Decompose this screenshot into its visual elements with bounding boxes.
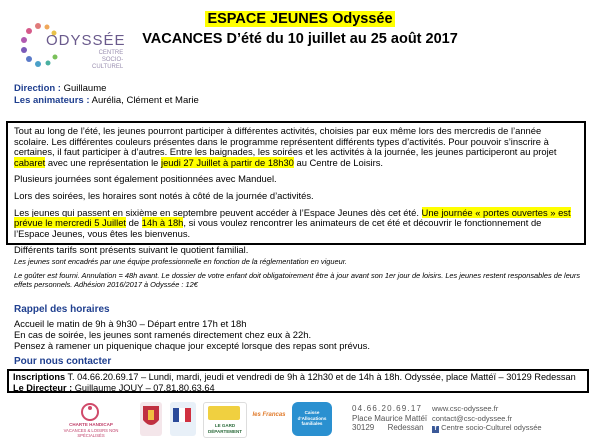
paragraph-programme: Tout au long de l’été, les jeunes pourront participer à différentes activités, choisies par eux même lors des mercredis de l’année scolaire. Les différentes couleurs présentes dans le programme représentent différents types d’activités. Pour pouvoir s’inscrire à certaines, il faut participer à d’autres. Entre les baignades, les soirées et les activités à la journée, les jeunes participeront au projet cabaret avec une représentation le jeudi 27 Juillet à partir de 18h30 au Centre de Loisirs. <box>14 125 557 168</box>
footer-web-block <box>432 404 542 433</box>
paragraph-manduel: Plusieurs journées sont également positionnées avec Manduel. <box>14 173 277 185</box>
contact-box <box>7 369 589 393</box>
footer-website-link[interactable]: www.csc-odyssee.fr <box>432 404 499 413</box>
inscriptions-value: T. 04.66.20.69.17 – Lundi, mardi, jeudi et vendredi de 9h à 12h30 et de 14h à 18h. Odyssée, place Mattéï – 30129 Redessan <box>65 372 576 382</box>
paragraph-portes-ouvertes: Les jeunes qui passent en sixième en septembre peuvent accéder à l’Espace Jeunes dès cet été. Une journée « portes ouvertes » est prévue le mercredi 5 Juillet de 14h à 18h, si vous voulez rencontrer les animateurs de cet été et découvrir le fonctionnement de l’Espace Jeunes, vous êtes les bienvenus. <box>14 206 571 239</box>
logo-tagline: CENTRE SOCIO- CULTUREL <box>92 50 124 70</box>
note-encadrement: Les jeunes sont encadrés par une équipe professionnelle en fonction de la réglementation en vigueur. <box>14 257 347 266</box>
footer-city: 30129 Redessan <box>352 423 424 432</box>
direction-label: Direction : <box>14 83 61 94</box>
animateurs-value: Aurélia, Clément et Marie <box>89 95 199 106</box>
logo-wordmark: ODYSSÉE <box>46 32 126 49</box>
title-text: ESPACE JEUNES Odyssée <box>207 11 393 27</box>
direction-block <box>14 83 199 107</box>
note-gouter: Le goûter est fourni. Annulation = 48h avant. Le dossier de votre enfant doit obligatoirement être à jour avant son 1er jour de loisirs. Les jeunes restent responsables de leurs effets personnels. Adhésion 2016/2017 à Odyssée : 12€ <box>14 271 581 289</box>
main-info-box <box>6 121 586 256</box>
crest-icon <box>140 402 162 432</box>
inscriptions-label: Inscriptions <box>13 372 66 382</box>
handicap-icon <box>80 402 100 422</box>
footer-email-link[interactable]: contact@csc-odyssee.fr <box>432 413 513 423</box>
redessan-crest-logo <box>140 402 162 436</box>
facebook-icon: f <box>432 426 439 433</box>
marianne-icon <box>170 402 196 432</box>
title-vacances: VACANCES D’été du 10 juillet au 25 août 2017 <box>142 31 458 47</box>
footer-address-line: Place Maurice Mattéï <box>352 413 428 423</box>
paragraph-soirees: Lors des soirées, les horaires sont notés à côté de la journée d’activités. <box>14 189 314 201</box>
footer <box>0 398 600 443</box>
ministere-logo <box>170 402 196 436</box>
directeur-value: Guillaume JOUY – 07.81.80.63.64 <box>72 382 215 393</box>
direction-value: Guillaume <box>60 83 107 94</box>
notes-block <box>14 257 589 294</box>
rappel-line-3: Pensez à ramener un piquenique chaque jour excepté lorsque des repas sont prévus. <box>14 340 370 351</box>
rappel-block <box>14 318 370 351</box>
animateurs-label: Les animateurs : <box>14 95 90 106</box>
footer-address <box>352 404 427 433</box>
charte-handicap-logo: CHARTE HANDICAP VACANCES & LOISIRS NON SPÉCIALISÉS <box>52 402 130 436</box>
directeur-label: Le Directeur : <box>13 382 73 393</box>
footer-facebook-link[interactable]: Centre socio-Culturel odyssée <box>441 423 542 432</box>
rappel-line-2: En cas de soirée, les jeunes sont ramenés directement chez eux à 22h. <box>14 329 312 340</box>
francas-logo: les Francas <box>252 412 286 418</box>
caf-logo: Caisse d’Allocations familiales <box>292 402 332 436</box>
paragraph-tarifs: Différents tarifs sont présents suivant le quotient familial. <box>14 244 249 256</box>
rappel-line-1: Accueil le matin de 9h à 9h30 – Départ entre 17h et 18h <box>14 318 247 329</box>
gard-departement-logo: LE GARD DÉPARTEMENT <box>203 402 247 438</box>
title-espace-jeunes <box>0 10 600 28</box>
rappel-heading: Rappel des horaires <box>14 304 110 315</box>
contact-heading: Pour nous contacter <box>14 356 112 367</box>
footer-phone: 04.66.20.69.17 <box>352 404 423 413</box>
